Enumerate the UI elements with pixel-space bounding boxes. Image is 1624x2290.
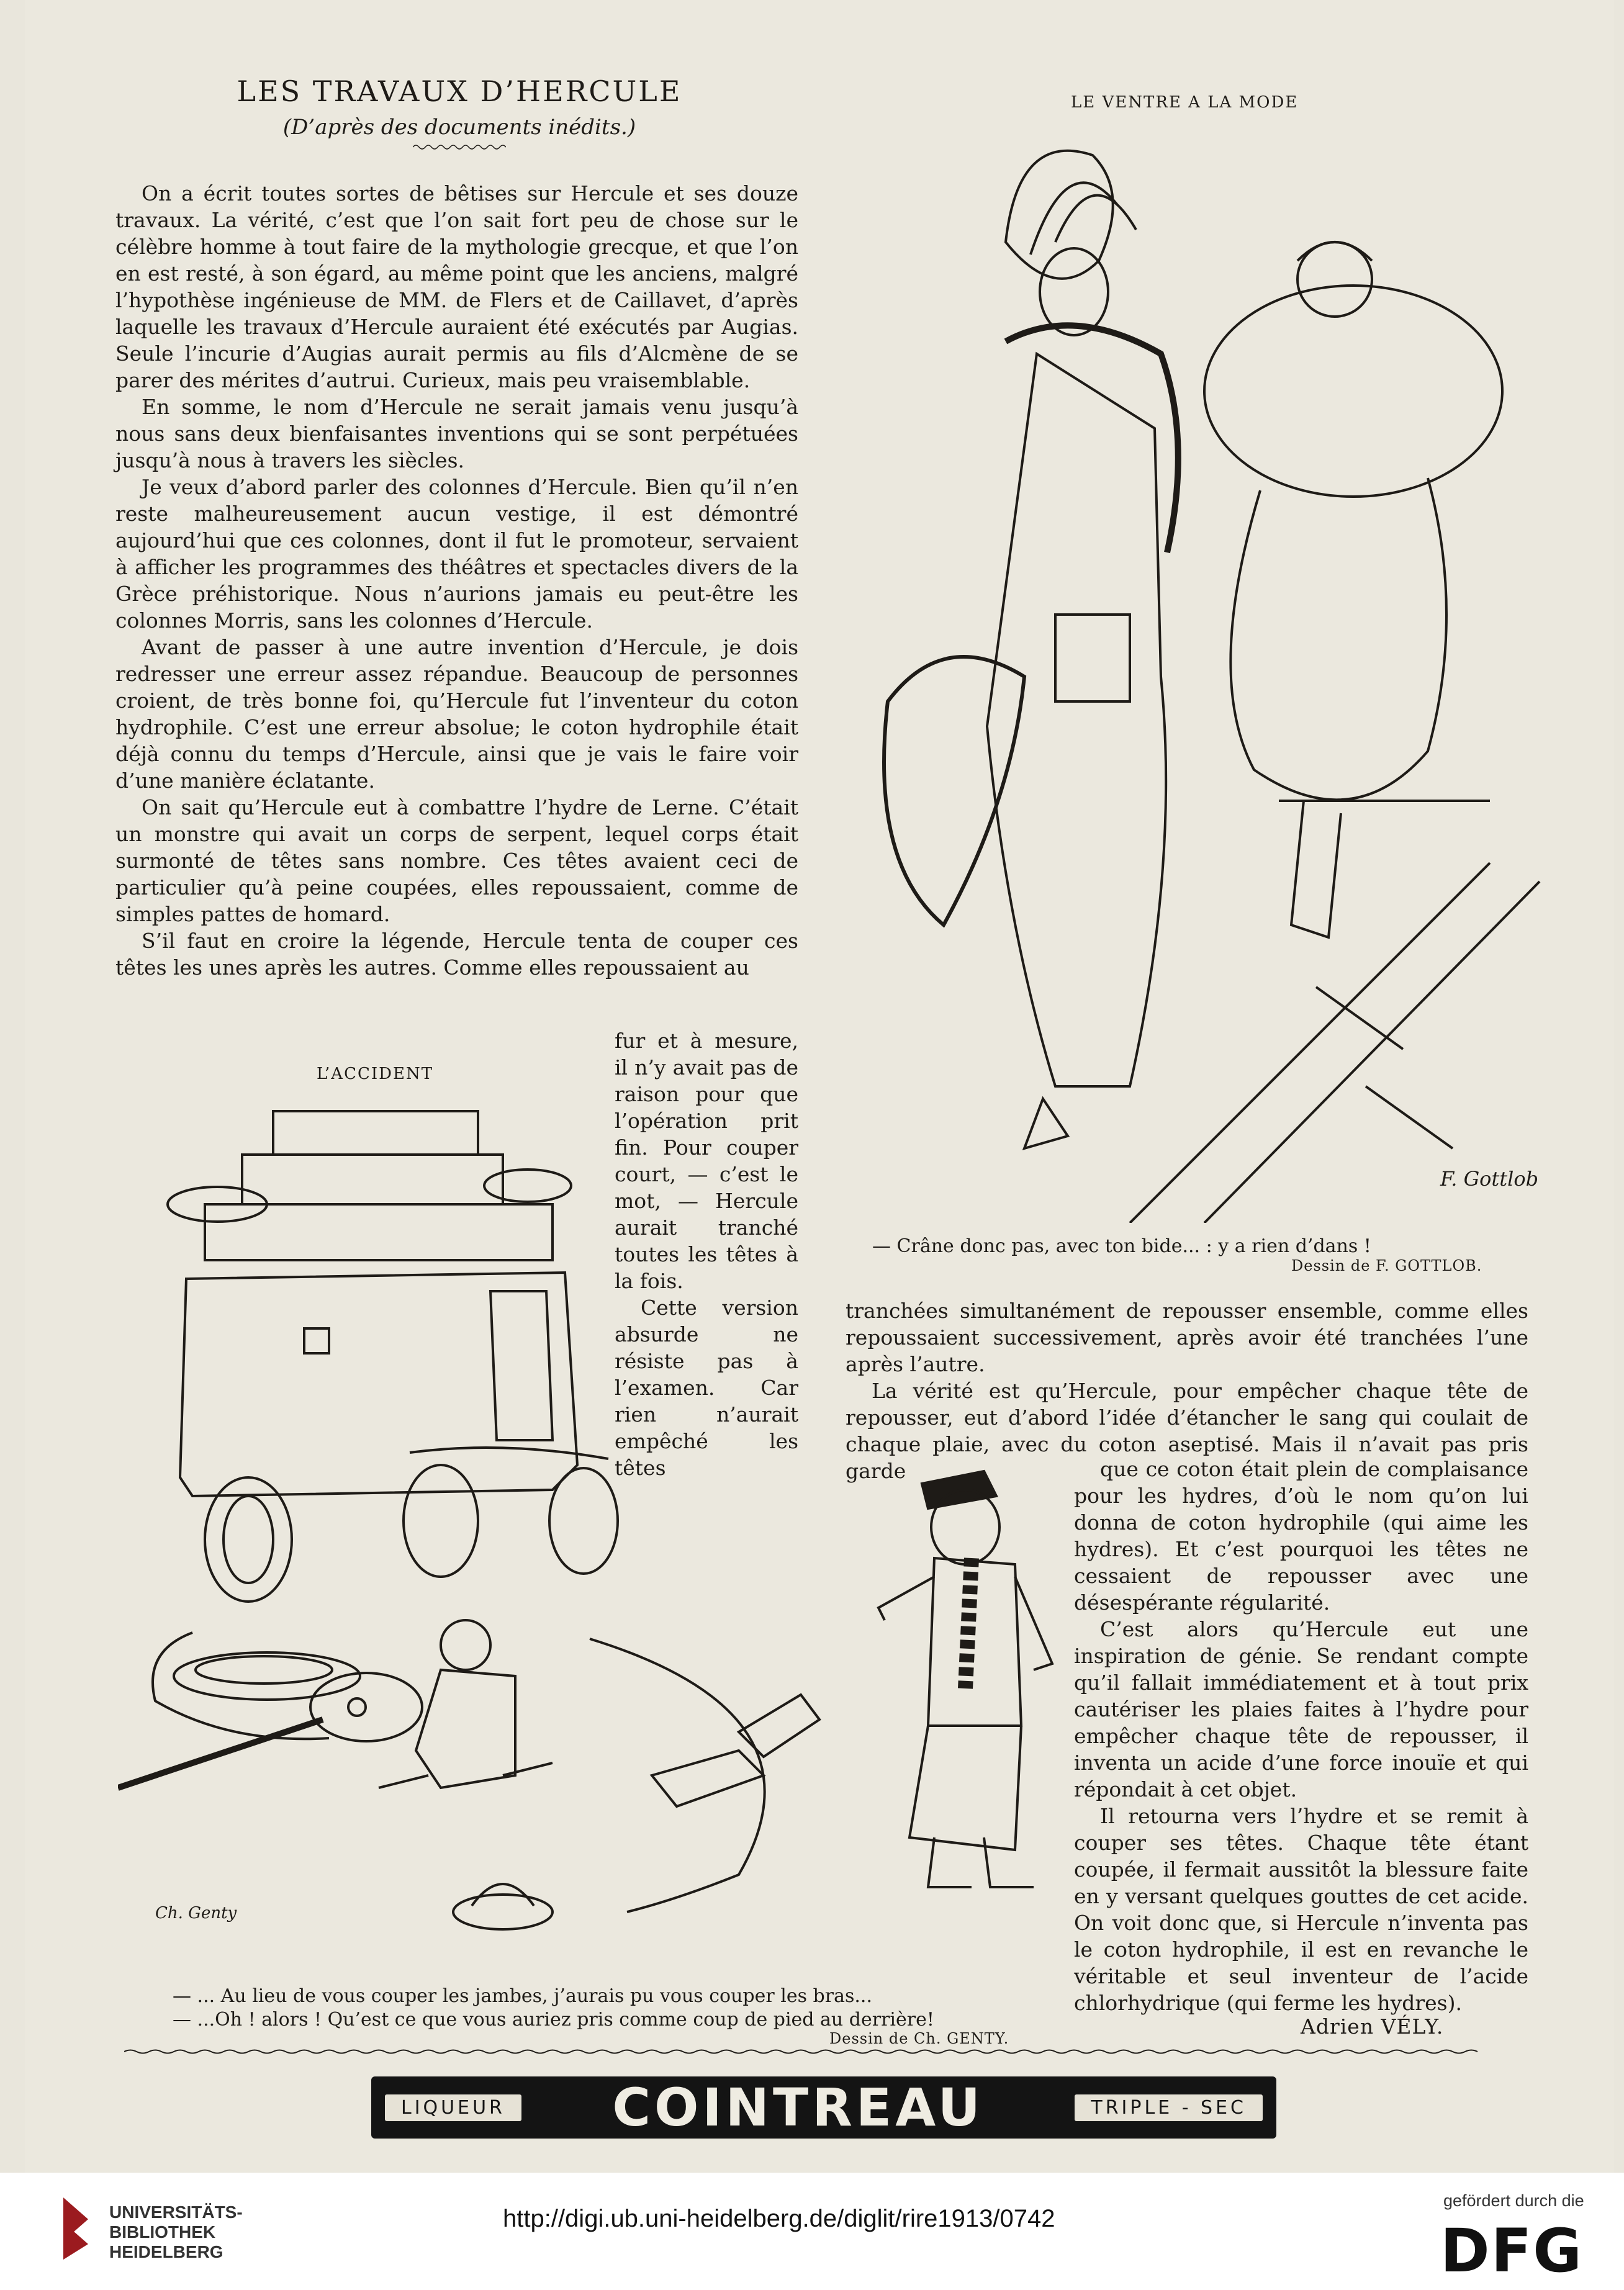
ad-brand: COINTREAU (612, 2077, 984, 2138)
paragraph: que ce coton était plein de complaisance pour les hydres, d’où le nom qu’on lui donna de coton hydrophile (qui aime les hydres). Et c’est pourquoi les têtes ne cessaient de repousser avec une désespérante régularité. (1074, 1457, 1528, 1615)
scarf-man-illustration (872, 1465, 1058, 1900)
illustration-title-accident: L’ACCIDENT (317, 1065, 434, 1083)
library-name-line1: UNIVERSITÄTS- (109, 2202, 243, 2222)
accident-illustration (118, 1093, 850, 1974)
article-author: Adrien VÉLY. (1301, 2014, 1444, 2039)
cointreau-advertisement (371, 2076, 1276, 2139)
article-title: LES TRAVAUX D’HERCULE (237, 74, 682, 108)
trunk-mid (242, 1155, 503, 1204)
wavy-rule (124, 2049, 1527, 2055)
paragraph: La vérité est qu’Hercule, pour empêcher chaque tête de repousser, eut d’abord l’idée d’étancher le sang qui coulait de chaque plaie, avec du coton aseptisé. Mais il n’avait pas pris garde (846, 1379, 1528, 1483)
library-name-line3: HEIDELBERG (109, 2242, 223, 2261)
dfg-logo: DFG (1440, 2216, 1584, 2286)
library-logo-icon (57, 2194, 94, 2263)
funding-label: gefördert durch die (1443, 2191, 1584, 2210)
illustration-title-ventre: LE VENTRE A LA MODE (1071, 93, 1299, 112)
signature-gottlob: F. Gottlob (1440, 1167, 1539, 1191)
trunk-low (205, 1204, 553, 1260)
title-ornament (413, 143, 506, 151)
ventre-illustration (869, 118, 1558, 1223)
caption-accident-line1: — ... Au lieu de vous couper les jambes, j’aurais pu vous couper les bras... (173, 1985, 872, 2007)
article-column-left (115, 180, 798, 981)
credit-gottlob: Dessin de F. GOTTLOB. (1291, 1257, 1482, 1274)
paragraph: On a écrit toutes sortes de bêtises sur Hercule et ses douze travaux. La vérité, c’est que l’on sait fort peu de chose sur le célèbre homme à tout faire de la mythologie grecque, et que l’on en est resté, à son égard, au même point que les anciens, malgré l’hypothèse ingénieuse de MM. de Flers et de Caillavet, d’après laquelle les travaux d’Hercule auraient été exécutés par Augias. Seule l’incurie d’Augias aurait permis au fils d’Alcmène de se parer des mérites d’autrui. Curieux, mais peu vraisemblable. (115, 181, 798, 392)
paragraph: Avant de passer à une autre invention d’Hercule, je dois redresser une erreur assez répandue. Beaucoup de personnes croient, de très bonne foi, qu’Hercule fut l’inventeur du coton hydrophile. C’est une erreur absolue; le coton hydrophile était déjà connu du temps d’Hercule, ainsi que je vais le faire voir d’une manière éclatante. (115, 635, 798, 793)
trunk-top (273, 1111, 478, 1155)
library-name-line2: BIBLIOTHEK (109, 2222, 216, 2242)
paragraph: fur et à mesure, il n’y avait pas de raison pour que l’opération prit fin. Pour couper court, — c’est le mot, — Hercule aurait tranché toutes les têtes à la fois. (615, 1029, 798, 1293)
document-url[interactable]: http://digi.ub.uni-heidelberg.de/diglit/rire1913/0742 (503, 2205, 1055, 2232)
ad-right-label: TRIPLE - SEC (1075, 2094, 1263, 2121)
paragraph: On sait qu’Hercule eut à combattre l’hydre de Lerne. C’était un monstre qui avait un corps de serpent, lequel corps était surmonté de têtes sans nombre. Ces têtes avaient ceci de particulier qu’à peine coupées, elles repoussaient, comme de simples pattes de homard. (115, 795, 798, 926)
caption-ventre: — Crâne donc pas, avec ton bide... : y a rien d’dans ! (872, 1235, 1371, 1257)
caption-accident-line2: — ...Oh ! alors ! Qu’est ce que vous auriez pris comme coup de pied au derrière! (173, 2009, 934, 2031)
signature-genty: Ch. Genty (155, 1904, 237, 1923)
article-subtitle: (D’après des documents inédits.) (282, 115, 636, 140)
paragraph: S’il faut en croire la légende, Hercule tenta de couper ces têtes les unes après les autres. Comme elles repoussaient au (115, 929, 798, 980)
paragraph: Je veux d’abord parler des colonnes d’Hercule. Bien qu’il n’en reste malheureusement aucun vestige, il est démontré aujourd’hui que ces colonnes, dont il fut le promoteur, servaient à afficher les programmes des théâtres et spectacles divers de la Grèce préhistorique. Nous n’aurions jamais eu peut-être les colonnes Morris, sans les colonnes d’Hercule. (115, 475, 798, 633)
paragraph: Cette version absurde ne résiste pas à l’examen. Car rien n’aurait empêché les têtes (615, 1296, 798, 1480)
paragraph: En somme, le nom d’Hercule ne serait jamais venu jusqu’à nous sans deux bienfaisantes inventions qui se sont perpétuées jusqu’à nous à travers les siècles. (115, 395, 798, 472)
credit-genty: Dessin de Ch. GENTY. (829, 2030, 1009, 2047)
ad-left-label: LIQUEUR (385, 2094, 521, 2121)
paragraph: Il retourna vers l’hydre et se remit à couper ses têtes. Chaque tête étant coupée, il fermait aussitôt la blessure faite en y versant quelques gouttes de cet acide. On voit donc que, si Hercule n’inventa pas le coton hydrophile, il est en revanche le véritable et seul inventeur de l’acide chlorhydrique (qui ferme les hydres). (1074, 1804, 1528, 2015)
paragraph: tranchées simultanément de repousser ensemble, comme elles repoussaient successivement, après avoir été tranchées l’une après l’autre. (846, 1299, 1528, 1376)
paragraph: C’est alors qu’Hercule eut une inspiration de génie. Se rendant compte qu’il fallait immédiatement et à tout prix cautériser les plaies faites à l’hydre pour empêcher chaque tête de repousser, il inventa un acide d’une force inouïe et qui répondait à cet objet. (1074, 1617, 1528, 1801)
article-column-right-narrow (1074, 1456, 1528, 2016)
